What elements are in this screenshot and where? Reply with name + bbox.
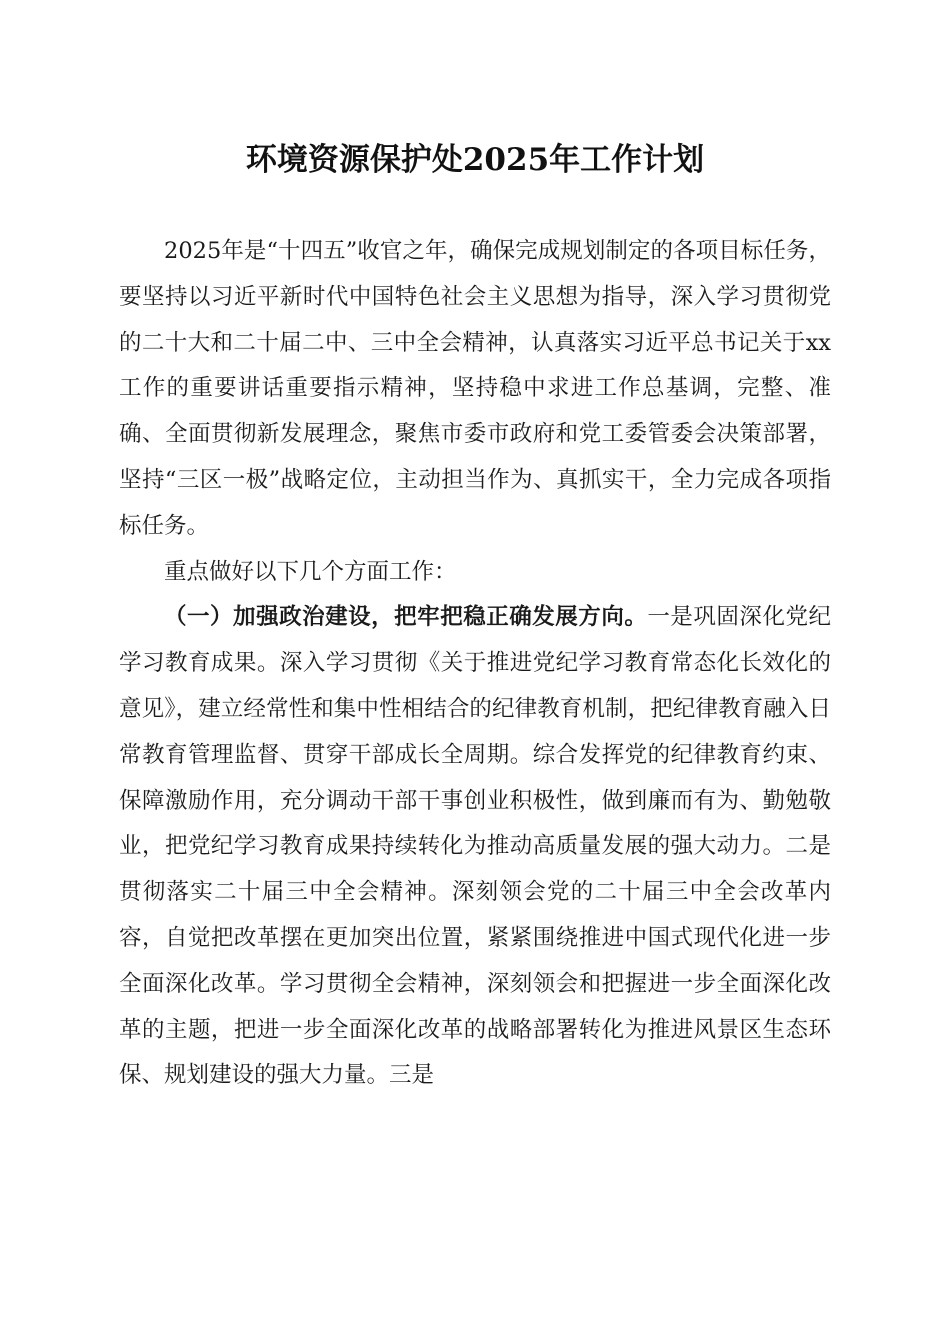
paragraph-section-1 [119,595,831,1099]
paragraph-intro [119,229,831,550]
section-1-text: 一是巩固深化党纪学习教育成果。深入学习贯彻《关于推进党纪学习教育常态化长效化的意见》，建立经常性和集中性相结合的纪律教育机制，把纪律教育融入日常教育管理监督、贯穿干部成长全周期。综合发挥党的纪律教育约束、保障激励作用，充分调动干部干事创业积极性，做到廉而有为、勤勉敬业，把党纪学习教育成果持续转化为推动高质量发展的强大动力。二是贯彻落实二十届三中全会精神。深刻领会党的二十届三中全会改革内容，自觉把改革摆在更加突出位置，紧紧围绕推进中国式现代化进一步全面深化改革。学习贯彻全会精神，深刻领会和把握进一步全面深化改革的主题，把进一步全面深化改革的战略部署转化为推进风景区生态环保、规划建设的强大力量。三是 [119,604,831,1089]
section-1-heading: （一）加强政治建设，把牢把稳正确发展方向。 [164,604,648,631]
document-title: 环境资源保护处2025年工作计划 [245,142,705,178]
paragraph-focus-text: 重点做好以下几个方面工作： [164,558,457,585]
paragraph-focus [119,550,831,596]
paragraph-intro-text: 2025年是“十四五”收官之年，确保完成规划制定的各项目标任务，要坚持以习近平新时代中国特色社会主义思想为指导，深入学习贯彻党的二十大和二十届二中、三中全会精神，认真落实习近平总书记关于xx工作的重要讲话重要指示精神，坚持稳中求进工作总基调，完整、准确、全面贯彻新发展理念，聚焦市委市政府和党工委管委会决策部署，坚持“三区一极”战略定位，主动担当作为、真抓实干，全力完成各项指标任务。 [119,238,831,539]
document-body [119,229,831,1099]
